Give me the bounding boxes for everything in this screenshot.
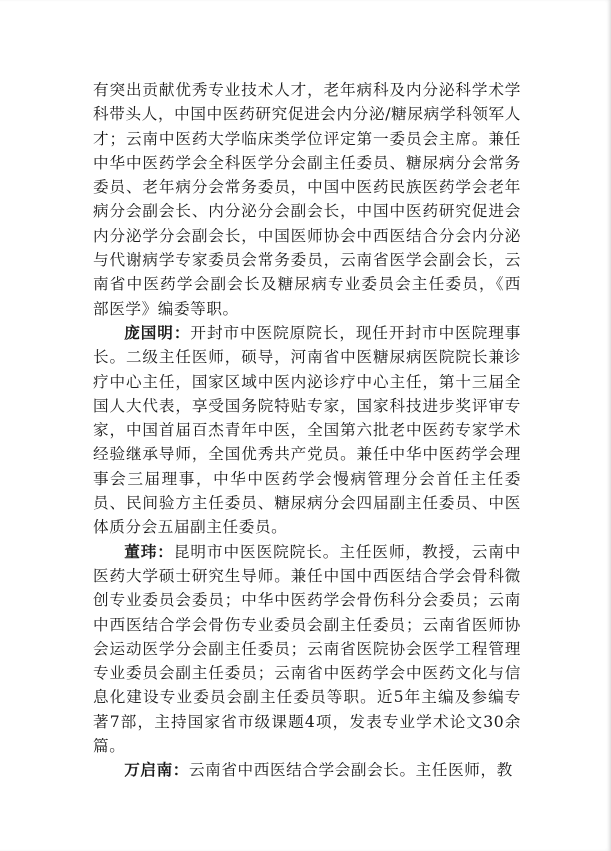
person-name: 庞国明： [124,322,191,342]
paragraph-text: 昆明市中医医院院长。主任医师，教授，云南中医药大学硕士研究生导师。兼任中国中西医结合学会骨科微创专业委员会委员；中华中医药学会骨伤科分会委员；云南中西医结合学会骨伤专业委员会副主任委员；云南省医师协会运动医学分会副主任委员；云南省医院协会医学工程管理专业委员会副主任委员；云南省中医药学会中医药文化与信息化建设专业委员会副主任委员等职。近5年主编及参编专著7部，主持国家省市级课题4项，发表专业学术论文30余篇。 [93,542,521,756]
paragraph-text: 开封市中医院原院长，现任开封市中医院理事长。二级主任医师，硕导，河南省中医糖尿病医院院长兼诊疗中心主任，国家区域中医内泌诊疗中心主任，第十三届全国人大代表，享受国务院特贴专家，国家科技进步奖评审专家，中国首届百杰青年中医，全国第六批老中医药专家学术经验继承导师，全国优秀共产党员。兼任中华中医药学会理事会三届理事，中华中医药学会慢病管理分会首任主任委员、民间验方主任委员、糖尿病分会四届副主任委员、中医体质分会五届副主任委员。 [93,323,521,537]
paragraph-dong-wei [93,540,521,759]
paragraph-text: 云南省中西医结合学会副会长。主任医师，教 [188,761,513,780]
body-text [93,78,521,783]
person-name: 董玮： [124,541,174,561]
paragraph-text: 有突出贡献优秀专业技术人才，老年病科及内分泌科学术学科带头人，中国中医药研究促进会内分泌/糖尿病学科领军人才；云南中医药大学临床类学位评定第一委员会主席。兼任中华中医药学会全科医学分会副主任委员、糖尿病分会常务委员、老年病分会常务委员，中国中医药民族医药学会老年病分会副会长、内分泌分会副会长，中国中医药研究促进会内分泌学分会副会长，中国医师协会中西医结合分会内分泌与代谢病学专家委员会常务委员，云南省医学会副会长，云南省中医药学会副会长及糖尿病专业委员会主任委员，《西部医学》编委等职。 [93,81,521,318]
paragraph-continued [93,78,521,321]
paragraph-pang-guoming [93,321,521,540]
person-name: 万启南： [124,760,189,780]
paragraph-wan-qinan [93,758,521,782]
